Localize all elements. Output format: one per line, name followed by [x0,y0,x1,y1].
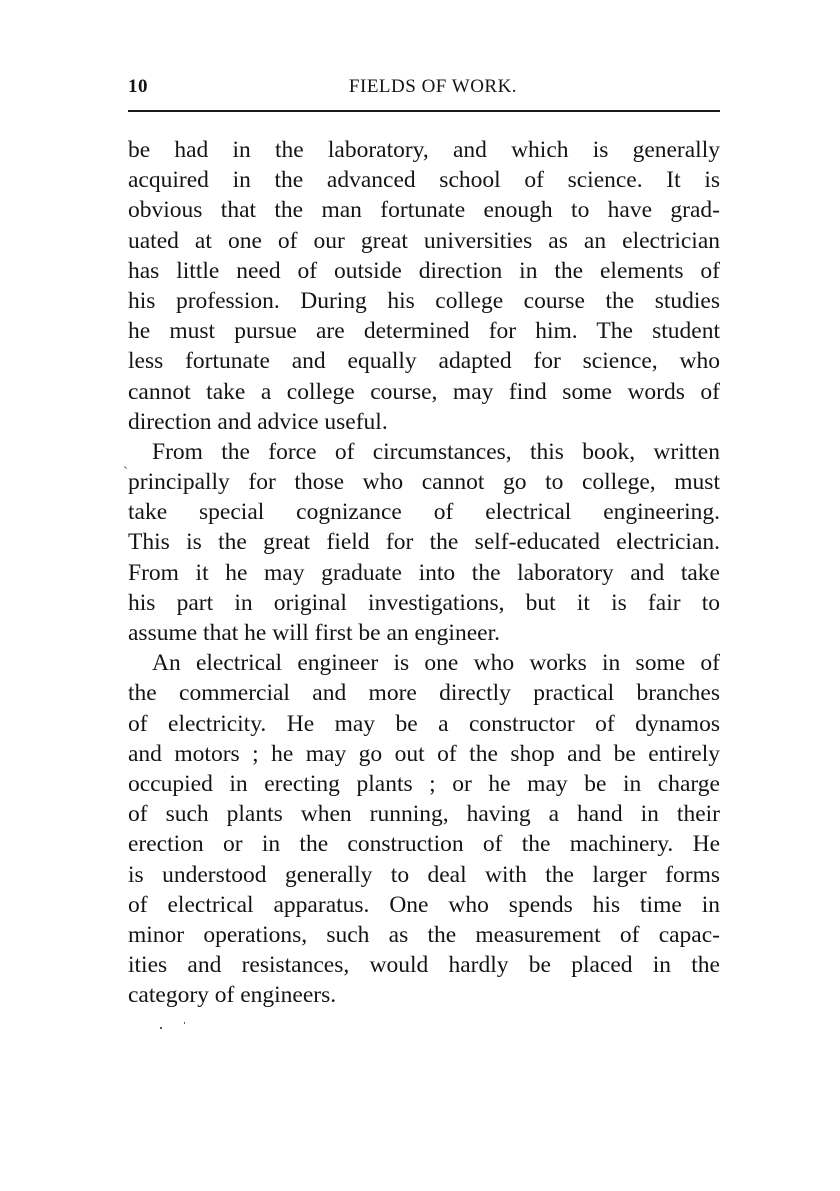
text-line: his part in original investigations, but it is fair to [128,589,720,616]
text-line: his profession. During his college course the studies [128,287,720,314]
text-line: be had in the laboratory, and which is generally [128,137,720,163]
scan-speck [184,1022,185,1024]
paragraph [128,135,720,437]
text-line: of electricity. He may be a constructor of dynamos [128,710,720,737]
text-line: and motors ; he may go out of the shop and be entirely [128,740,720,767]
text-line: This is the great field for the self-educated electrician. [128,529,720,556]
running-head [128,76,720,102]
page-number: 10 [128,76,148,97]
scan-speck [160,1027,162,1029]
text-line: the commercial and more directly practical branches [128,680,720,707]
text-line: acquired in the advanced school of science. It is [128,167,720,194]
text-line: is understood generally to deal with the larger forms [128,861,720,888]
paragraph [128,648,720,1010]
text-line: take special cognizance of electrical engineering. [128,499,720,526]
text-line: of such plants when running, having a hand in their [128,801,720,828]
text-line: cannot take a college course, may find some words of [128,378,720,405]
text-line: he must pursue are determined for him. The student [128,318,720,345]
text-line: occupied in erecting plants ; or he may be in charge [128,770,720,797]
text-line: direction and advice useful. [128,408,388,435]
text-line: less fortunate and equally adapted for science, who [128,348,720,375]
text-line: assume that he will first be an engineer. [128,620,500,646]
text-line: erection or in the construction of the machinery. He [128,831,720,858]
text-line: has little need of outside direction in the elements of [128,257,720,284]
text-line: obvious that the man fortunate enough to have grad- [128,197,720,224]
text-line: uated at one of our great universities as an electrician [128,227,720,254]
text-line: minor operations, such as the measurement of capac- [128,921,720,948]
text-line: ities and resistances, would hardly be placed in the [128,952,720,979]
text-line: From it he may graduate into the laboratory and take [128,559,720,586]
scan-speck [124,466,127,469]
text-line: principally for those who cannot go to college, must [128,469,720,496]
header-rule [128,110,720,112]
paragraph [128,437,720,648]
body-text [128,135,720,1010]
running-title: FIELDS OF WORK. [348,76,518,97]
text-line: An electrical engineer is one who works in some of [152,650,720,677]
text-line: category of engineers. [128,982,337,1009]
text-line: of electrical apparatus. One who spends his time in [128,891,720,918]
text-line: From the force of circumstances, this book, written [152,438,720,465]
